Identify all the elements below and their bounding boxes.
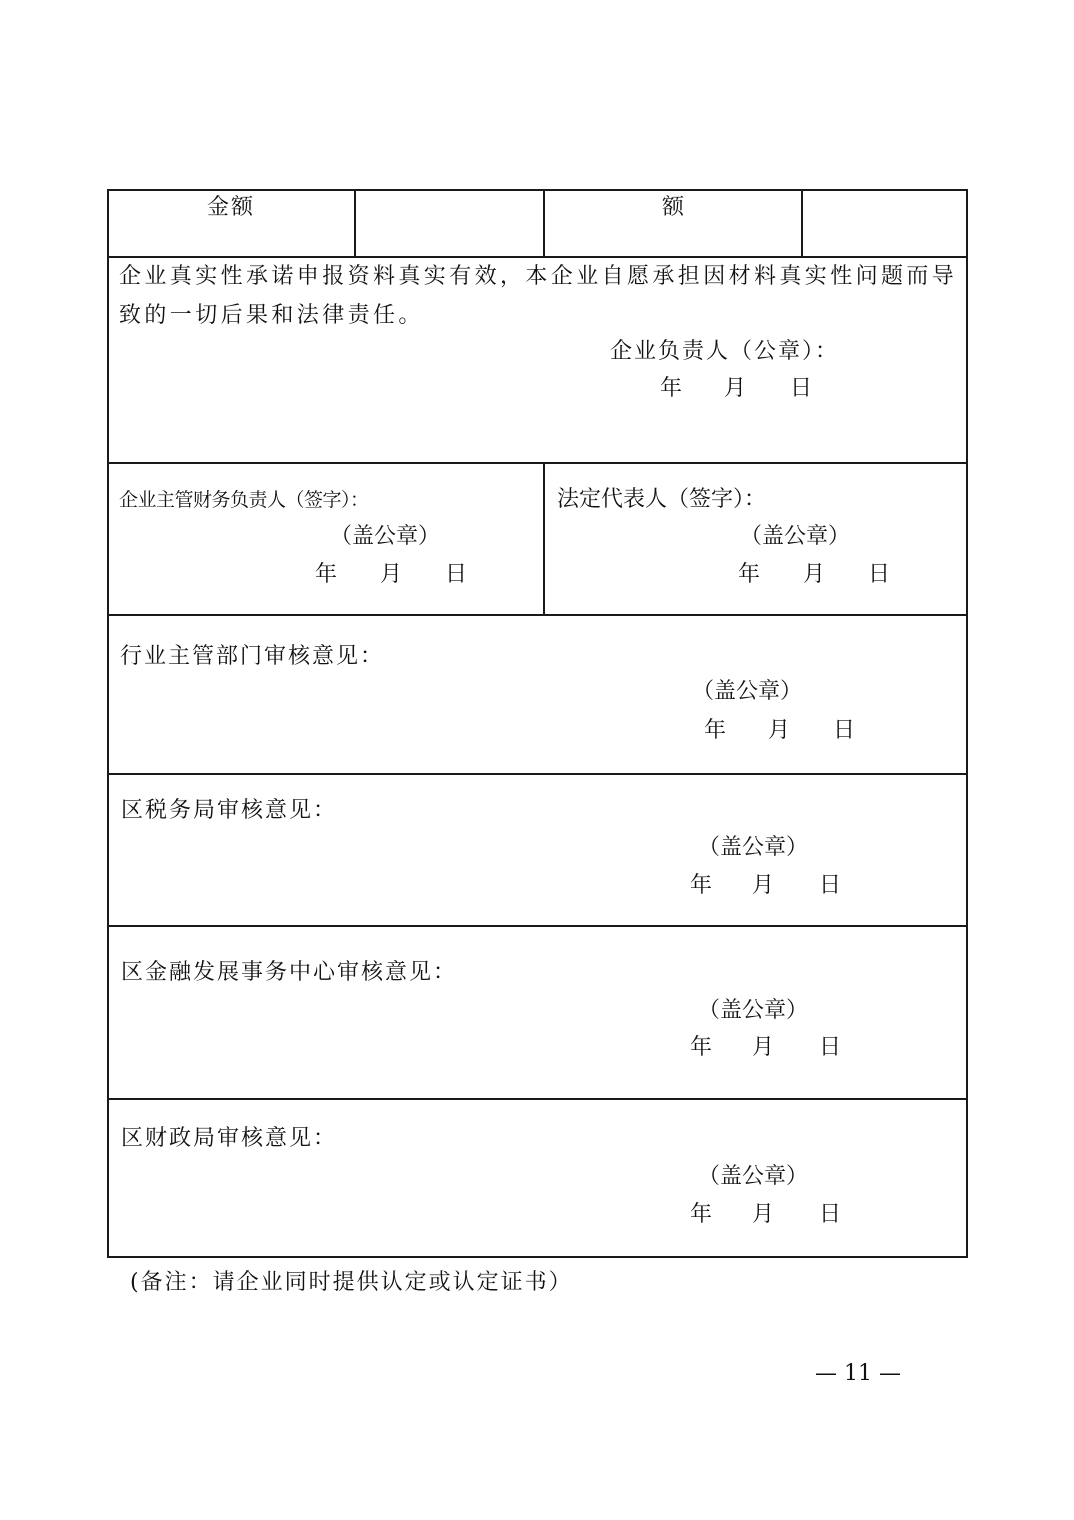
commitment-text-line1: 企业真实性承诺申报资料真实有效，本企业自愿承担因材料真实性问题而导 xyxy=(119,264,958,289)
date-month: 月 xyxy=(380,562,403,587)
industry-seal-label: （盖公章） xyxy=(692,679,803,704)
date-year: 年 xyxy=(738,562,761,587)
date-day: 日 xyxy=(819,1202,842,1227)
date-year: 年 xyxy=(690,1202,713,1227)
date-day: 日 xyxy=(819,873,842,898)
row-divider xyxy=(107,462,968,464)
tax-seal-label: （盖公章） xyxy=(698,835,809,860)
finance-center-seal-label: （盖公章） xyxy=(698,998,809,1023)
date-year: 年 xyxy=(704,718,727,743)
date-year: 年 xyxy=(315,562,338,587)
row-divider xyxy=(107,773,968,775)
finance-officer-label: 企业主管财务负责人（签字）： xyxy=(119,489,369,511)
date-month: 月 xyxy=(803,562,826,587)
date-day: 日 xyxy=(833,718,856,743)
finance-bureau-review-label: 区财政局审核意见： xyxy=(121,1126,338,1151)
finance-seal-label: （盖公章） xyxy=(330,524,441,549)
finance-bureau-seal-label: （盖公章） xyxy=(698,1164,809,1189)
page-number: — 11 — xyxy=(815,1361,901,1386)
column-divider xyxy=(543,463,545,615)
date-year: 年 xyxy=(690,873,713,898)
date-day: 日 xyxy=(819,1035,842,1060)
date-year: 年 xyxy=(690,1035,713,1060)
legal-rep-seal-label: （盖公章） xyxy=(740,524,851,549)
date-month: 月 xyxy=(724,376,747,401)
row-divider xyxy=(107,256,968,258)
date-month: 月 xyxy=(752,873,775,898)
date-day: 日 xyxy=(445,562,468,587)
row-divider xyxy=(107,925,968,927)
date-day: 日 xyxy=(868,562,891,587)
industry-review-label: 行业主管部门审核意见： xyxy=(120,644,385,669)
row-divider xyxy=(107,614,968,616)
footnote: (备注：请企业同时提供认定或认定证书） xyxy=(130,1270,573,1295)
amount-label-right: 额 xyxy=(661,195,684,220)
date-month: 月 xyxy=(752,1202,775,1227)
date-month: 月 xyxy=(768,718,791,743)
date-year: 年 xyxy=(660,376,683,401)
amount-label: 金额 xyxy=(206,195,255,220)
commitment-signer-label: 企业负责人（公章）： xyxy=(610,339,840,364)
date-month: 月 xyxy=(752,1035,775,1060)
finance-center-review-label: 区金融发展事务中心审核意见： xyxy=(121,960,458,985)
tax-review-label: 区税务局审核意见： xyxy=(121,798,338,823)
date-day: 日 xyxy=(790,376,813,401)
legal-rep-label: 法定代表人（签字）： xyxy=(557,487,767,512)
commitment-text-line2: 致的一切后果和法律责任。 xyxy=(119,303,424,328)
row-divider xyxy=(107,1098,968,1100)
